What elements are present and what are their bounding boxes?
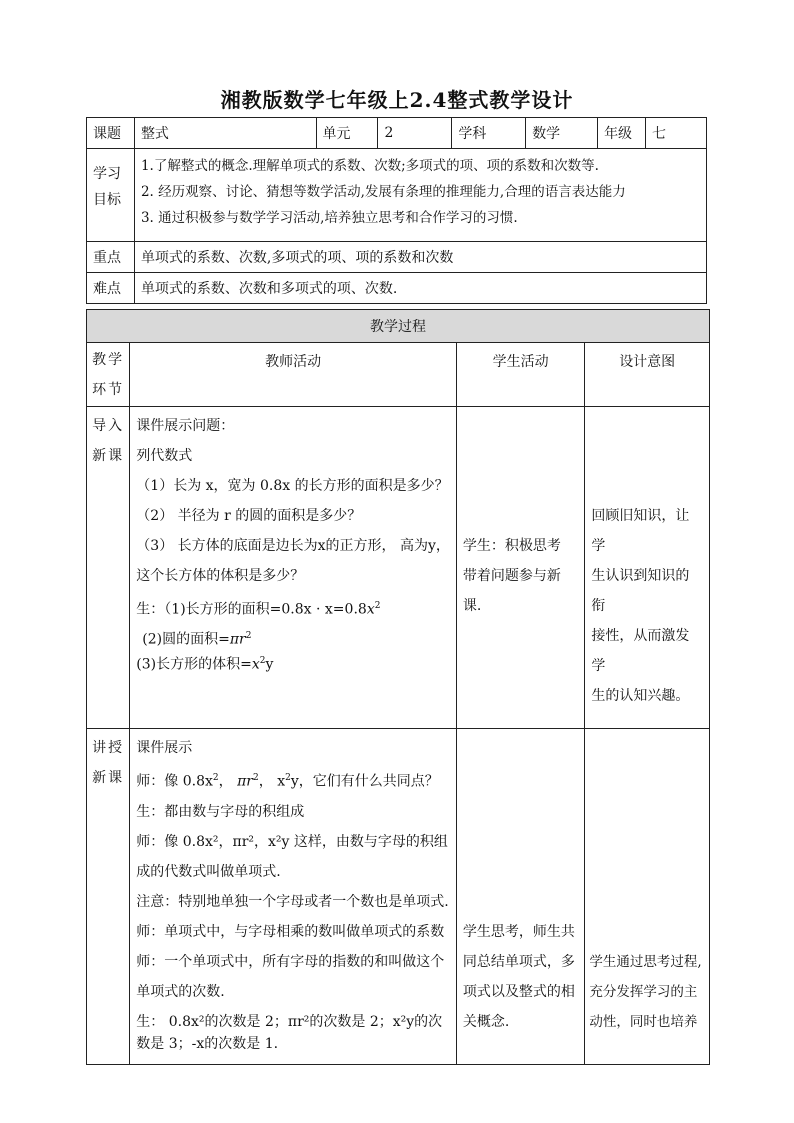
- intro-answer-1: [136, 591, 450, 625]
- value-key-point: 单项式的系数、次数,多项式的项、项的系数和次数: [134, 242, 706, 273]
- process-table: [86, 309, 710, 1065]
- col-stage-line2: 环节: [92, 382, 125, 398]
- student-line: 学生：积极思考: [462, 538, 561, 554]
- intro-line: 列代数式: [136, 448, 193, 464]
- intro-question-3: （3） 长方体的底面是边长为x的正方形， 高为y，: [136, 538, 450, 554]
- lecture-text: y，它们有什么共同点？: [290, 773, 439, 790]
- student-line: 项式以及整式的相: [462, 984, 575, 1000]
- exponent: 2: [253, 773, 259, 783]
- info-row-subject: [87, 118, 707, 149]
- lecture-design-intent: [585, 729, 710, 1065]
- answer-text: (2)圆的面积=: [142, 631, 230, 648]
- lecture-line: 生： 0.8x²的次数是 2；πr²的次数是 2；x²y的次: [136, 1013, 443, 1030]
- intro-line: 这个长方体的体积是多少？: [136, 568, 305, 584]
- exponent: 2: [245, 630, 252, 641]
- info-row-objectives: [87, 149, 707, 242]
- info-row-difficulty: [87, 273, 707, 304]
- exponent: 2: [285, 773, 291, 783]
- lecture-student-activity: [456, 729, 584, 1065]
- objectives-cell: [134, 149, 706, 242]
- lecture-row: [87, 729, 710, 1065]
- student-line: 带着问题参与新课.: [462, 568, 561, 614]
- label-topic: 课题: [87, 118, 135, 149]
- design-line: 接性，从而激发学: [591, 628, 690, 674]
- answer-text: (3)长方形的体积=: [136, 656, 252, 673]
- stage-intro-line2: 新课: [92, 448, 125, 464]
- exponent: 2: [259, 656, 266, 667]
- value-discipline: 数学: [526, 118, 598, 149]
- page-title: 湘教版数学七年级上2.4整式教学设计: [220, 88, 574, 112]
- lecture-text: ，: [218, 773, 238, 790]
- process-header-row: [87, 310, 710, 343]
- answer-text: 生：（1)长方形的面积=0.8x · x=0.8: [136, 601, 367, 618]
- lecture-text: ， x: [258, 773, 286, 790]
- label-unit: 单元: [316, 118, 378, 149]
- intro-answer-2: [136, 625, 450, 651]
- value-grade: 七: [646, 118, 707, 149]
- stage-lecture-line2: 新课: [92, 770, 125, 786]
- value-unit: 2: [378, 118, 452, 149]
- label-key-point: 重点: [87, 242, 135, 273]
- label-discipline: 学科: [452, 118, 526, 149]
- exponent: 2: [212, 773, 219, 783]
- stage-intro-line1: 导入: [92, 418, 125, 434]
- design-line: 生的认知兴趣。: [591, 688, 690, 704]
- lecture-line: 师：像 0.8x²，πr²，x²y 这样，由数与字母的积组: [136, 833, 448, 850]
- lecture-text: 师：像 0.8x: [136, 773, 213, 790]
- design-line: 充分发挥学习的主: [589, 984, 698, 1000]
- intro-teacher-activity: [130, 407, 457, 729]
- design-line: 回顾旧知识，让学: [591, 508, 690, 554]
- math-var: x: [366, 601, 375, 618]
- label-objectives: [87, 149, 135, 242]
- lecture-line: 生：都由数与字母的积组成: [136, 803, 305, 820]
- lecture-line: 成的代数式叫做单项式.: [136, 863, 281, 880]
- math-var: πr: [229, 631, 246, 648]
- objective-item: 3. 通过积极参与数学学习活动,培养独立思考和合作学习的习惯.: [140, 210, 518, 226]
- column-header-row: [87, 343, 710, 407]
- stage-lecture-line1: 讲授: [92, 740, 125, 756]
- objective-item: 2. 经历观察、讨论、猜想等数学活动,发展有条理的推理能力,合理的语言表达能力: [140, 184, 626, 200]
- design-line: 学生通过思考过程,: [589, 954, 702, 970]
- math-var: y: [265, 656, 274, 673]
- stage-lecture: [87, 729, 130, 1065]
- lecture-line: 注意：特别地单独一个字母或者一个数也是单项式.: [136, 893, 449, 910]
- intro-question-1: （1）长为 x，宽为 0.8x 的长方形的面积是多少？: [136, 478, 449, 494]
- lecture-line: 单项式的次数.: [136, 983, 225, 1000]
- student-line: 关概念.: [462, 1014, 510, 1030]
- value-topic: 整式: [134, 118, 316, 149]
- intro-answer-3: [136, 650, 450, 676]
- student-line: 同总结单项式，多: [462, 954, 575, 970]
- intro-student-activity: [456, 407, 584, 729]
- lecture-line: [136, 763, 450, 797]
- design-line: 动性，同时也培养: [589, 1014, 698, 1030]
- stage-intro: [87, 407, 130, 729]
- col-stage: [87, 343, 130, 407]
- lecture-teacher-activity: [130, 729, 457, 1065]
- label-objectives-line1: 学习: [93, 166, 121, 182]
- label-objectives-line2: 目标: [93, 192, 121, 208]
- col-teacher: 教师活动: [130, 343, 457, 407]
- math-var: πr: [237, 773, 254, 790]
- info-row-key: [87, 242, 707, 273]
- lecture-line: 师：一个单项式中，所有字母的指数的和叫做这个: [136, 953, 445, 970]
- label-difficulty: 难点: [87, 273, 135, 304]
- col-student: 学生活动: [456, 343, 584, 407]
- label-grade: 年级: [598, 118, 646, 149]
- objective-item: 1.了解整式的概念.理解单项式的系数、次数;多项式的项、项的系数和次数等.: [140, 158, 599, 174]
- intro-design-intent: [585, 407, 710, 729]
- lecture-line: 课件展示: [136, 740, 193, 756]
- col-stage-line1: 教学: [92, 352, 125, 368]
- student-line: 学生思考，师生共: [462, 924, 575, 940]
- math-var: x: [251, 656, 260, 673]
- col-design: 设计意图: [585, 343, 710, 407]
- design-line: 生认识到知识的衔: [591, 568, 690, 614]
- value-difficulty: 单项式的系数、次数和多项式的项、次数.: [134, 273, 706, 304]
- info-table: [86, 117, 707, 304]
- process-header: 教学过程: [87, 310, 710, 343]
- intro-row: [87, 407, 710, 729]
- lecture-line: 数是 3；-x的次数是 1.: [136, 1035, 279, 1052]
- intro-question-2: （2） 半径为 r 的圆的面积是多少？: [136, 508, 362, 524]
- intro-line: 课件展示问题：: [136, 418, 235, 434]
- exponent: 2: [374, 601, 381, 611]
- lecture-line: 师：单项式中，与字母相乘的数叫做单项式的系数: [136, 923, 445, 940]
